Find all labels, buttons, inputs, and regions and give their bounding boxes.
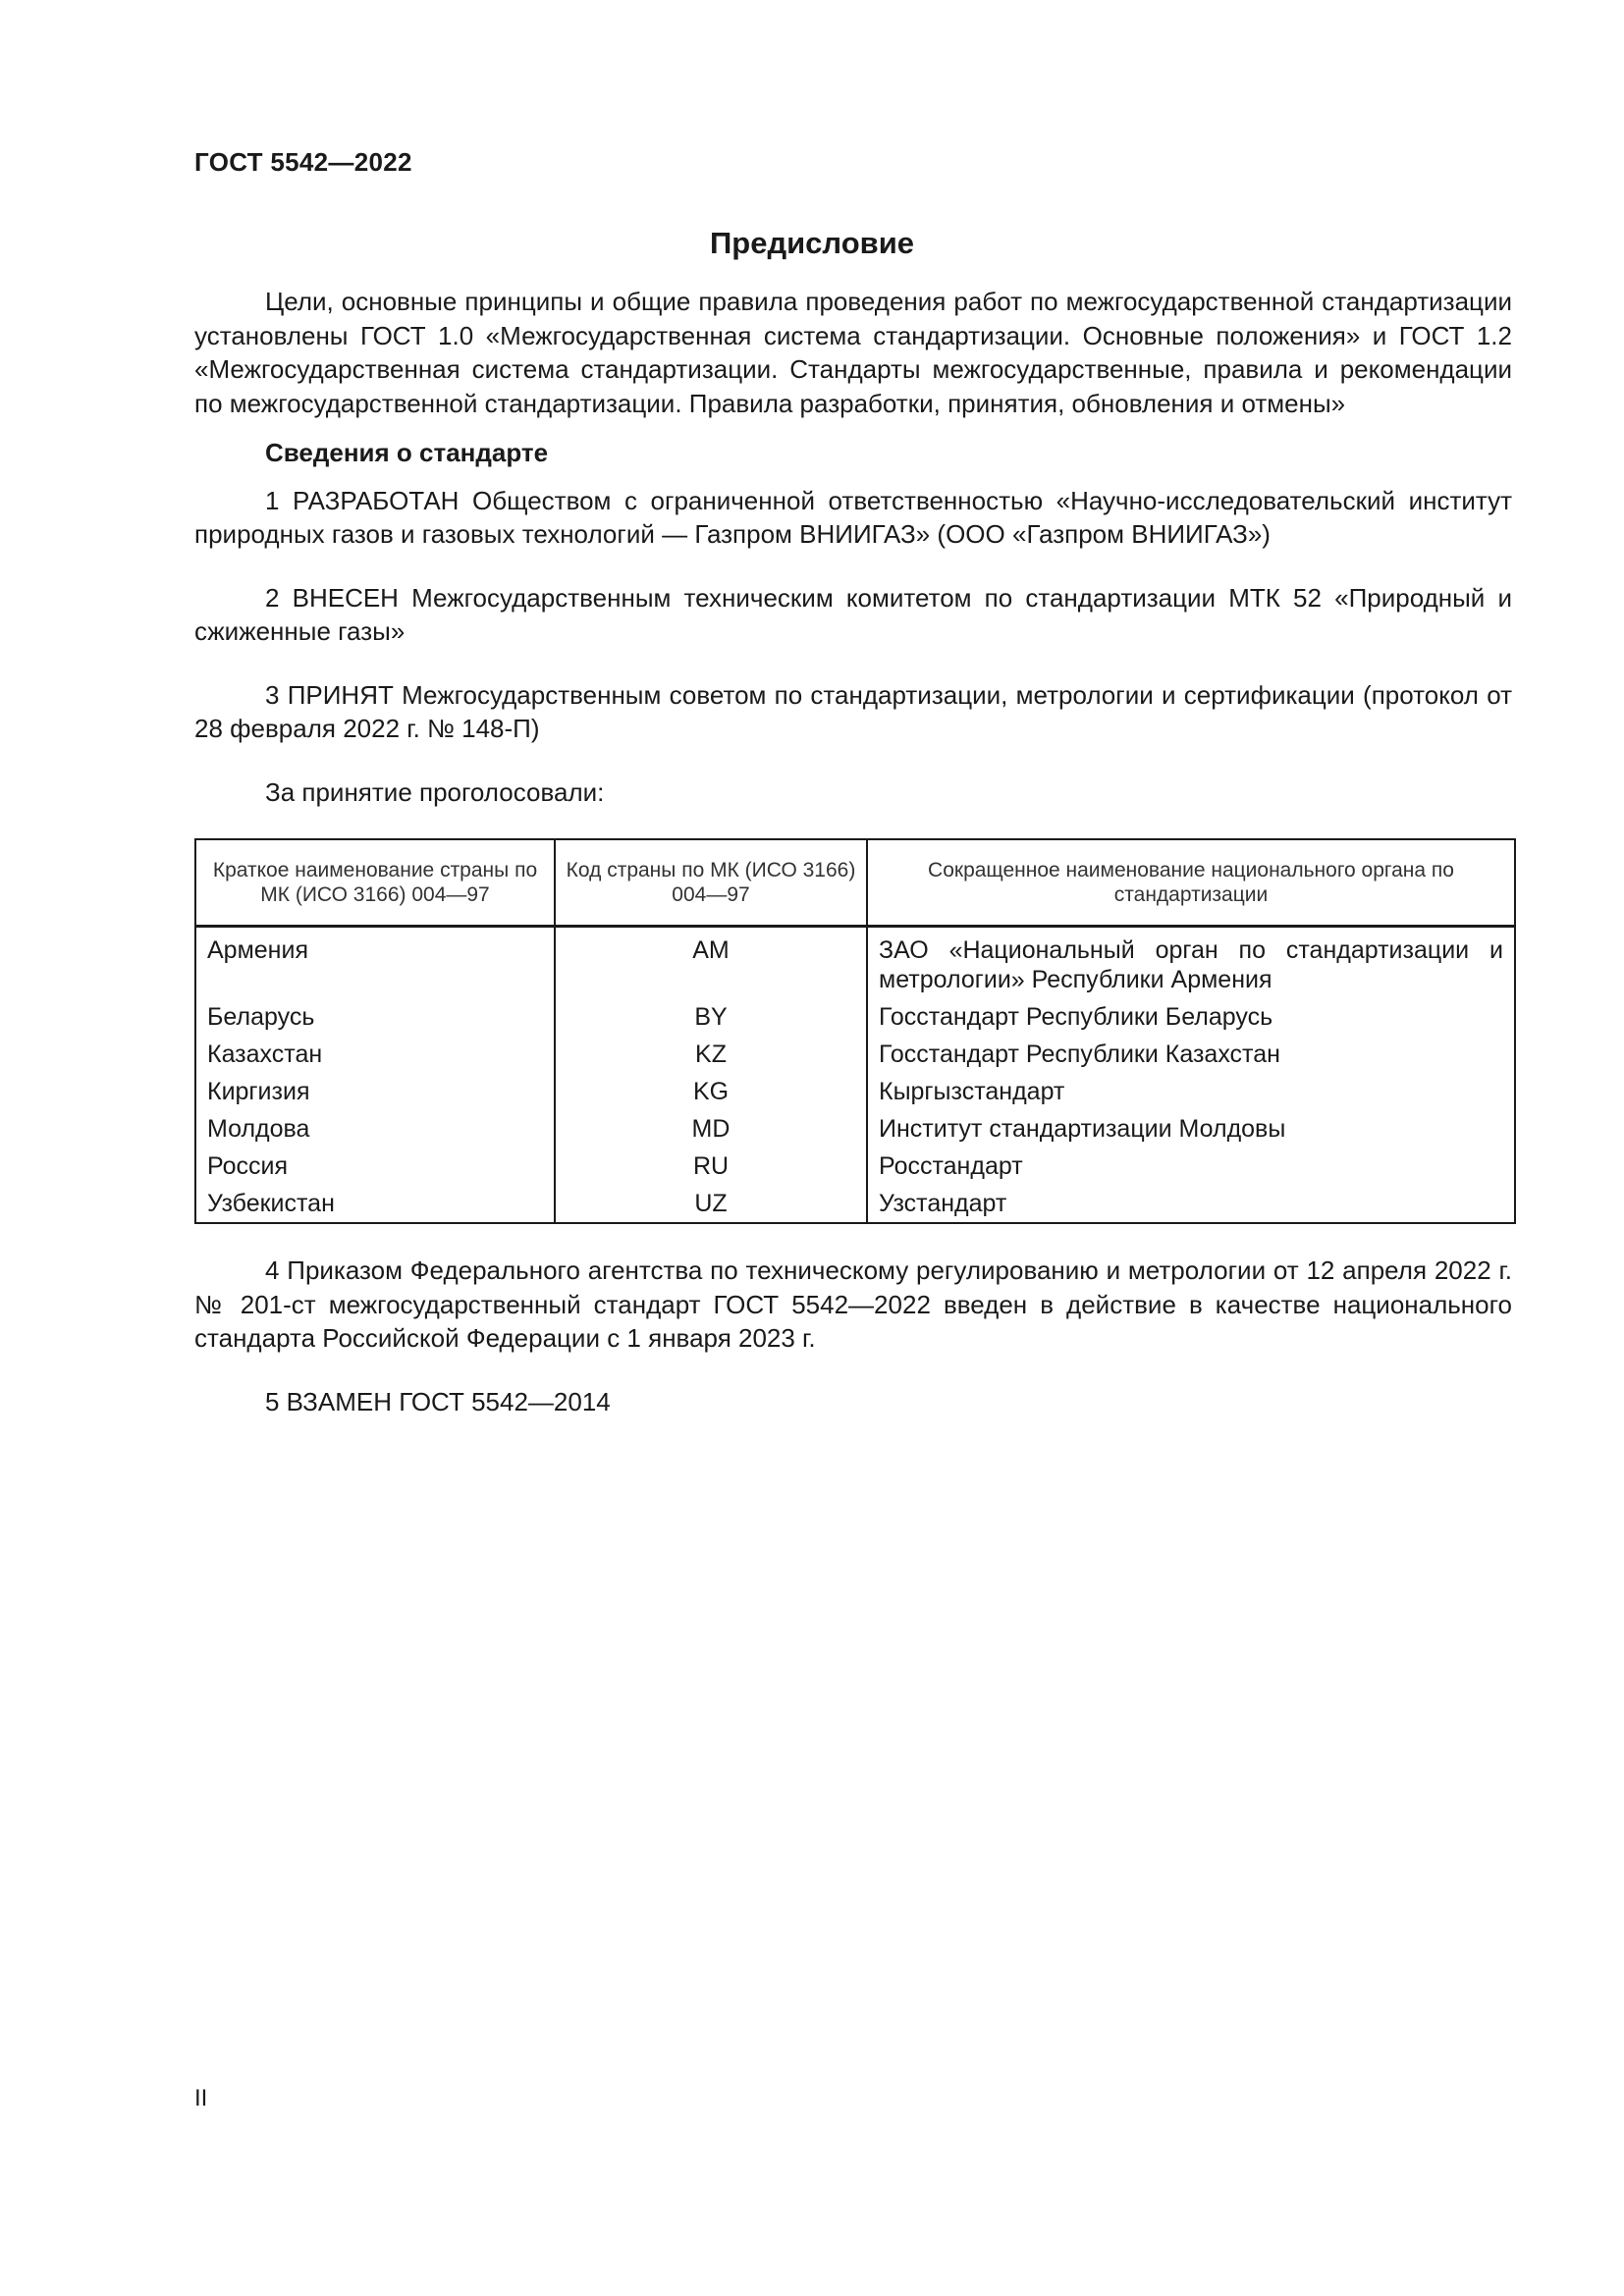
country-cell: Беларусь	[195, 998, 555, 1036]
voting-countries-table	[194, 838, 1516, 1224]
code-cell: AM	[555, 927, 867, 999]
code-cell: UZ	[555, 1185, 867, 1223]
organization-cell: Росстандарт	[867, 1148, 1515, 1185]
code-cell: RU	[555, 1148, 867, 1185]
code-cell: BY	[555, 998, 867, 1036]
column-header-organization: Сокращенное наименование национального органа по стандартизации	[867, 839, 1515, 927]
organization-cell: Госстандарт Республики Казахстан	[867, 1036, 1515, 1073]
table-row	[195, 998, 1515, 1036]
organization-cell: Узстандарт	[867, 1185, 1515, 1223]
country-cell: Узбекистан	[195, 1185, 555, 1223]
item-enacted: 4 Приказом Федерального агентства по техническому регулированию и метрологии от 12 апреля 2022 г. № 201-ст межгосударственный стандарт ГОСТ 5542—2022 введен в действие в качестве национального стандарта Российской Федерации с 1 января 2023 г.	[194, 1255, 1512, 1353]
organization-cell: ЗАО «Национальный орган по стандартизации и метрологии» Республики Армения	[867, 927, 1515, 999]
item-adopted: 3 ПРИНЯТ Межгосударственным советом по стандартизации, метрологии и сертификации (протокол от 28 февраля 2022 г. № 148-П)	[194, 679, 1512, 743]
item-replaces: 5 ВЗАМЕН ГОСТ 5542—2014	[265, 1386, 611, 1416]
country-cell: Россия	[195, 1148, 555, 1185]
item-submitted: 2 ВНЕСЕН Межгосударственным техническим комитетом по стандартизации МТК 52 «Природный и сжиженные газы»	[194, 582, 1512, 646]
table-row	[195, 927, 1515, 999]
code-cell: KZ	[555, 1036, 867, 1073]
vote-intro: За принятие проголосовали:	[265, 776, 605, 807]
page-title: Предисловие	[709, 226, 914, 260]
column-header-code: Код страны по МК (ИСО 3166) 004—97	[555, 839, 867, 927]
organization-cell: Кыргызстандарт	[867, 1073, 1515, 1110]
table-row	[195, 1036, 1515, 1073]
table-row	[195, 1148, 1515, 1185]
item-developed: 1 РАЗРАБОТАН Обществом с ограниченной ответственностью «Научно-исследовательский институт природных газов и газовых технологий — Газпром ВНИИГАЗ» (ООО «Газпром ВНИИГАЗ»)	[194, 485, 1512, 549]
table-row	[195, 1073, 1515, 1110]
column-header-country: Краткое наименование страны по МК (ИСО 3166) 004—97	[195, 839, 555, 927]
code-cell: MD	[555, 1110, 867, 1148]
organization-cell: Институт стандартизации Молдовы	[867, 1110, 1515, 1148]
intro-paragraph: Цели, основные принципы и общие правила проведения работ по межгосударственной стандартизации установлены ГОСТ 1.0 «Межгосударственная система стандартизации. Основные положения» и ГОСТ 1.2 «Межгосударственная система стандартизации. Стандарты межгосударственные, правила и рекомендации по межгосударственной стандартизации. Правила разработки, принятия, обновления и отмены»	[194, 287, 1512, 418]
organization-cell: Госстандарт Республики Беларусь	[867, 998, 1515, 1036]
country-cell: Молдова	[195, 1110, 555, 1148]
country-cell: Киргизия	[195, 1073, 555, 1110]
standard-info-heading: Сведения о стандарте	[265, 438, 549, 467]
table-header-row	[195, 839, 1515, 927]
country-cell: Казахстан	[195, 1036, 555, 1073]
table-row	[195, 1185, 1515, 1223]
document-code: ГОСТ 5542—2022	[194, 147, 412, 177]
code-cell: KG	[555, 1073, 867, 1110]
country-cell: Армения	[195, 927, 555, 999]
table-row	[195, 1110, 1515, 1148]
page-number: II	[194, 2085, 208, 2111]
foreword-content	[194, 285, 1512, 1418]
